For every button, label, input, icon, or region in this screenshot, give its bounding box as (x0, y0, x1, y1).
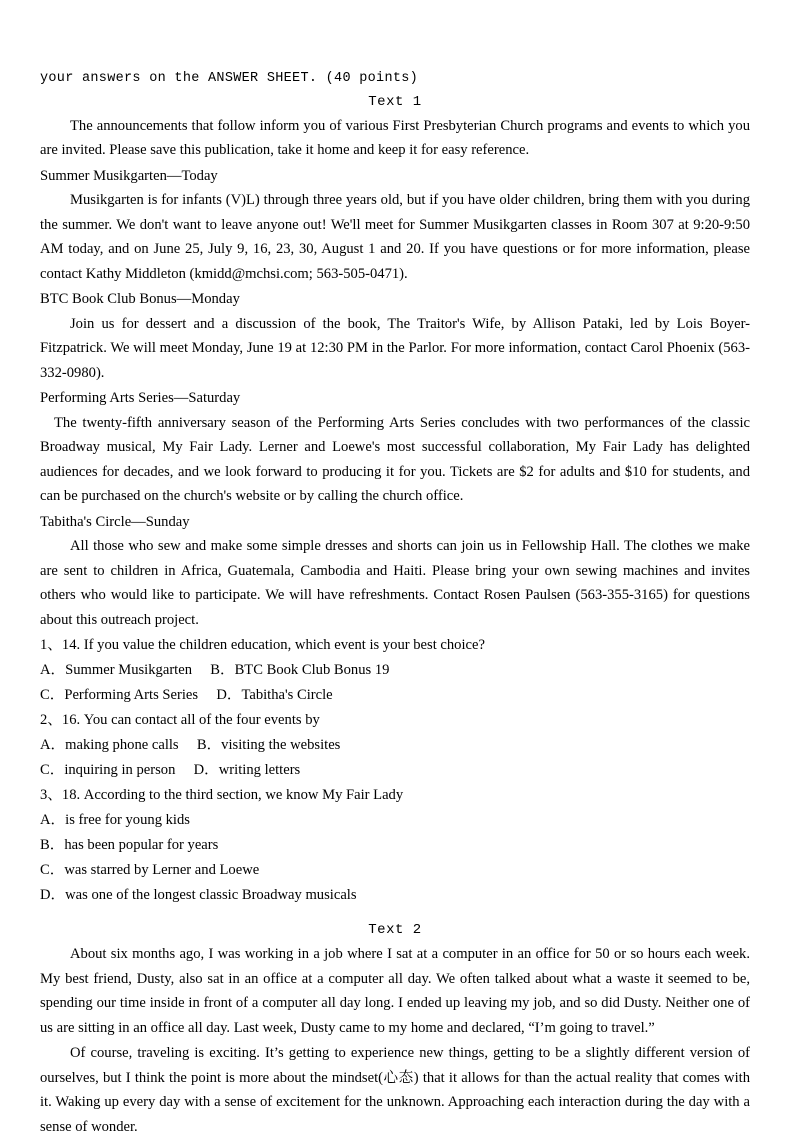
question-options-3-line-4: D．was one of the longest classic Broadway musicals (40, 887, 357, 904)
question-stem-2: 2、16. You can contact all of the four events by (40, 712, 320, 729)
question-options-2-line-2: C．inquiring in person D．writing letters (40, 762, 301, 779)
section-body-summer-musikgarten: Musikgarten is for infants (V)L) through three years old, but if you have older children, bring them with you during the summer. We don't want to leave anyone out! We'll meet for Summer Musikgarten classes in Room 307 at 9:20-9:50 AM today, and on June 25, July 9, 16, 23, 30, August 1 and 20. If you have questions or for more information, please contact Kathy Middleton (kmidd@mchsi.com; 563-505-0471). (40, 192, 750, 282)
text2-heading: Text 2 (368, 922, 422, 939)
text2-paragraph-2: Of course, traveling is exciting. It’s getting to experience new things, getting to be a slightly different version of ourselves, but I think the point is more about the mindset(心态) that it allows for than the actual reality that comes with it. Waking up every day with a sense of excitement for the unknown. Approaching each interaction during the day with a sense of wonder. (40, 1045, 750, 1135)
question-options-3-line-1: A．is free for young kids (40, 812, 190, 829)
section-body-btc-book-club: Join us for dessert and a discussion of the book, The Traitor's Wife, by Allison Pataki, led by Lois Boyer-Fitzpatrick. We will meet Monday, June 19 at 12:30 PM in the Parlor. For more information, contact Carol Phoenix (563-332-0980). (40, 315, 750, 381)
section-title-performing-arts: Performing Arts Series—Saturday (40, 390, 241, 407)
instruction-line: your answers on the ANSWER SHEET. (40 points) (40, 71, 419, 86)
question-stem-3: 3、18. According to the third section, we know My Fair Lady (40, 787, 404, 804)
text1-heading: Text 1 (368, 93, 422, 110)
text2-paragraph-1: About six months ago, I was working in a job where I sat at a computer in an office for 50 or so hours each week. My best friend, Dusty, also sat in an office at a computer all day. We often talked about what a waste it seemed to be, spending our time inside in front of a computer all day long. I ended up leaving my job, and so did Dusty. Neither one of us are sitting in an office all day. Last week, Dusty came to my home and declared, “I’m going to travel.” (40, 946, 750, 1036)
section-body-tabithas-circle: All those who sew and make some simple dresses and shorts can join us in Fellowship Hall. The clothes we make are sent to children in Africa, Guatemala, Cambodia and Haiti. Please bring your own sewing machines and invites others who would like to participate. We will have refreshments. Contact Rosen Paulsen (563-355-3165) for questions about this outreach project. (40, 538, 750, 628)
section-title-tabithas-circle: Tabitha's Circle—Sunday (40, 513, 190, 530)
section-title-summer-musikgarten: Summer Musikgarten—Today (40, 167, 218, 184)
question-options-3-line-3: C．was starred by Lerner and Loewe (40, 862, 260, 879)
question-options-2-line-1: A．making phone calls B．visiting the websites (40, 737, 341, 754)
question-stem-1: 1、14. If you value the children education, which event is your best choice? (40, 637, 485, 654)
section-title-btc-book-club: BTC Book Club Bonus—Monday (40, 291, 240, 308)
question-options-3-line-2: B．has been popular for years (40, 837, 219, 854)
text1-intro: The announcements that follow inform you of various First Presbyterian Church programs and events to which you are invited. Please save this publication, take it home and keep it for easy reference. (40, 117, 750, 159)
question-options-1-line-2: C．Performing Arts Series D．Tabitha's Circle (40, 687, 333, 704)
question-options-1-line-1: A．Summer Musikgarten B．BTC Book Club Bonus 19 (40, 662, 390, 679)
section-body-performing-arts: The twenty-fifth anniversary season of the Performing Arts Series concludes with two performances of the classic Broadway musical, My Fair Lady. Lerner and Loewe's most successful collaboration, My Fair Lady has delighted audiences for decades, and we look forward to producing it for you. Tickets are $2 for adults and $10 for students, and can be purchased on the church's website or by calling the church office. (40, 414, 750, 505)
